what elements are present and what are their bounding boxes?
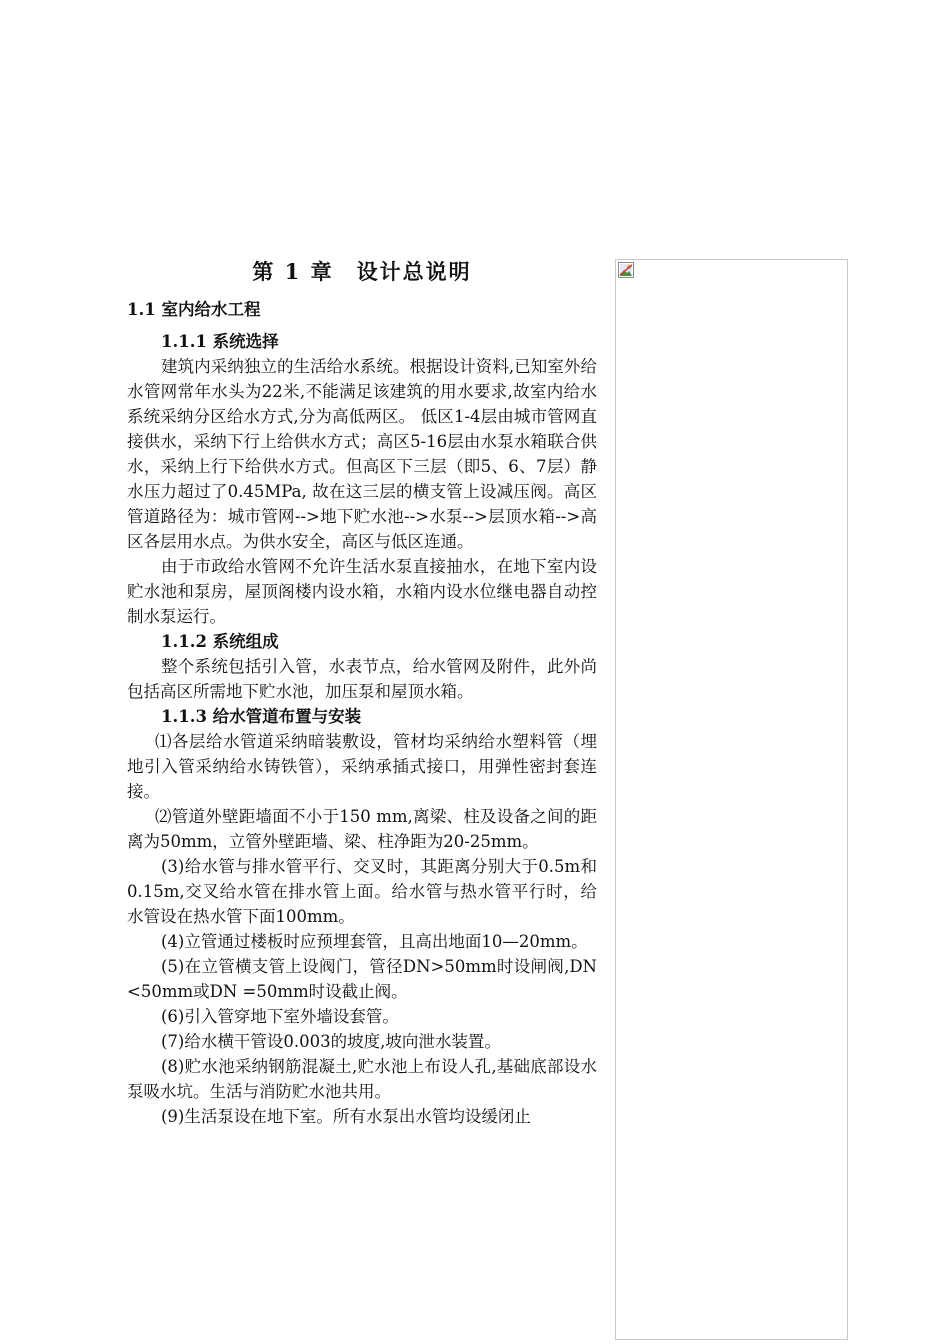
list-item: (5)在立管横支管上设阀门，管径DN>50mm时设闸阀,DN<50mm或DN =50mm时设截止阀。 xyxy=(127,957,597,1001)
list-item: (6)引入管穿地下室外墙设套管。 xyxy=(161,1007,399,1026)
side-image-frame xyxy=(615,259,848,1340)
paragraph-system-selection: 建筑内采纳独立的生活给水系统。根据设计资料,已知室外给水管网常年水头为22米,不能满足该建筑的用水要求,故室内给水系统采纳分区给水方式,分为高低两区。 低区1-4层由城市管网直接供水，采纳下行上给供水方式；高区5-16层由水泵水箱联合供水，采纳上行下给供水方式。但高区下三层（即5、6、7层）静水压力超过了0.45MPa, 故在这三层的横支管上设减压阀。高区管道路径为：城市管网-->地下贮水池-->水泵-->层顶水箱-->高区各层用水点。为供水安全，高区与低区连通。 xyxy=(127,357,597,551)
paragraph-system-composition: 整个系统包括引入管，水表节点，给水管网及附件，此外尚包括高区所需地下贮水池，加压泵和屋顶水箱。 xyxy=(127,657,597,701)
subsection-heading-1-1-1: 1.1.1 系统选择 xyxy=(161,332,279,351)
list-item: (4)立管通过楼板时应预埋套管，且高出地面10—20mm。 xyxy=(161,932,588,951)
chapter-title: 第 1 章 设计总说明 xyxy=(252,259,472,284)
list-item: (9)生活泵设在地下室。所有水泵出水管均设缓闭止 xyxy=(161,1107,531,1126)
subsection-heading-1-1-2: 1.1.2 系统组成 xyxy=(161,632,279,651)
list-item: ⑴各层给水管道采纳暗装敷设，管材均采纳给水塑料管（埋地引入管采纳给水铸铁管），采纳承插式接口，用弹性密封套连接。 xyxy=(127,732,597,801)
list-item: (3)给水管与排水管平行、交叉时，其距离分别大于0.5m和0.15m,交叉给水管在排水管上面。给水管与热水管平行时，给水管设在热水管下面100mm。 xyxy=(127,857,597,926)
list-item: ⑵管道外壁距墙面不小于150 mm,离梁、柱及设备之间的距离为50mm，立管外壁距墙、梁、柱净距为20-25mm。 xyxy=(127,807,597,851)
subsection-heading-1-1-3: 1.1.3 给水管道布置与安装 xyxy=(161,707,362,726)
list-item: (7)给水横干管设0.003的坡度,坡向泄水装置。 xyxy=(161,1032,501,1051)
paragraph-storage-tank: 由于市政给水管网不允许生活水泵直接抽水，在地下室内设贮水池和泵房，屋顶阁楼内设水箱，水箱内设水位继电器自动控制水泵运行。 xyxy=(127,557,597,626)
broken-image-icon xyxy=(618,262,634,278)
section-heading-1-1: 1.1 室内给水工程 xyxy=(127,300,261,319)
document-body xyxy=(127,255,597,1129)
list-item: (8)贮水池采纳钢筋混凝土,贮水池上布设人孔,基础底部设水泵吸水坑。生活与消防贮水池共用。 xyxy=(127,1057,597,1101)
